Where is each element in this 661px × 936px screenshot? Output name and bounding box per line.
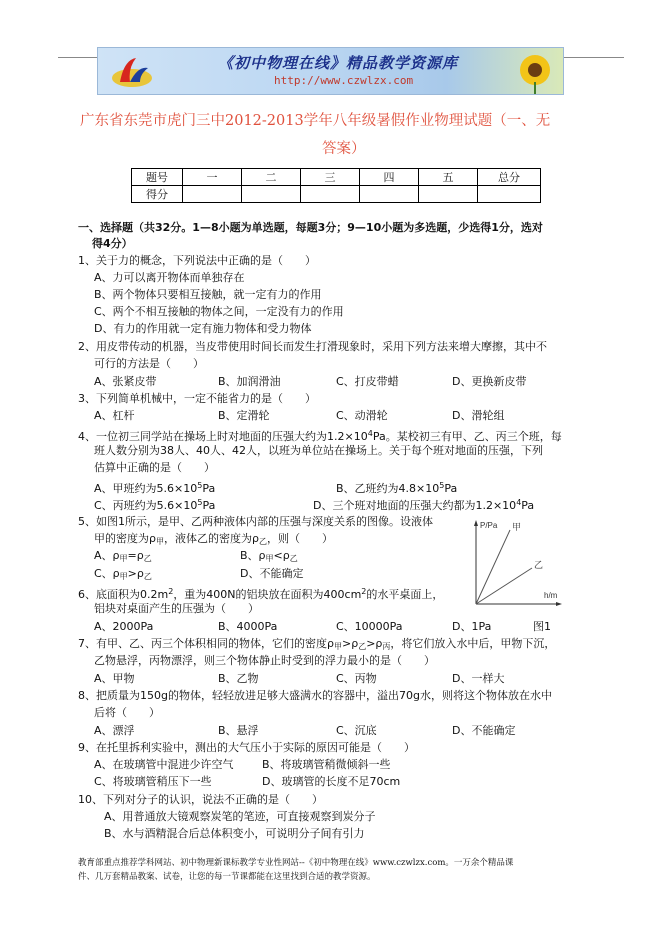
option-sub: 甲 (119, 554, 128, 563)
question-9-option-d: D、玻璃管的长度不足70cm (262, 775, 401, 788)
exam-title-line1: 广东省东莞市虎门三中2012-2013学年八年级暑假作业物理试题（一、无 (80, 113, 551, 129)
question-2-stem-line2: 可行的方法是（ ） (94, 357, 204, 370)
question-7-option-d: D、一样大 (452, 672, 505, 685)
score-cell[interactable] (478, 186, 541, 203)
option-unit: Pa (444, 482, 458, 495)
option-sub: 乙 (143, 554, 152, 563)
question-9-stem: 9、在托里拆利实验中，测出的大气压小于实际的原因可能是（ ） (78, 741, 415, 754)
site-logo-icon (110, 54, 154, 90)
question-1-stem: 1、关于力的概念，下列说法中正确的是（ ） (78, 254, 316, 267)
question-10-stem: 10、下列对分子的认识，说法不正确的是（ ） (78, 793, 323, 806)
question-2-option-c: C、打皮带蜡 (336, 375, 399, 388)
question-6-option-a: A、2000Pa (94, 620, 154, 633)
banner-url[interactable]: http://www.czwlzx.com (274, 74, 414, 87)
option-sub: 乙 (143, 572, 152, 581)
q5-text: ，则（ ） (266, 532, 333, 545)
option-sub: 甲 (119, 572, 128, 581)
exam-title-line2: 答案） (322, 141, 366, 157)
question-2-stem-line1: 2、用皮带传动的机器，当皮带使用时间长而发生打滑现象时，采用下列方法来增大摩擦，其中不 (78, 340, 547, 353)
q7-sub: 甲 (333, 642, 342, 651)
option-exponent: 5 (197, 498, 203, 507)
score-cell[interactable] (183, 186, 242, 203)
option-text: C、ρ (94, 567, 120, 580)
q6-text: ，重为400N的铝块放在面积为400cm (173, 588, 362, 601)
question-3-option-b: B、定滑轮 (218, 409, 270, 422)
sunflower-icon (505, 50, 559, 94)
line-jia-label: 甲 (512, 523, 522, 533)
option-text: A、甲班约为5.6×10 (94, 482, 198, 495)
question-8-option-b: B、悬浮 (218, 724, 259, 737)
score-header-cell: 四 (360, 169, 419, 186)
question-5-stem-line2 (94, 532, 333, 549)
question-6-option-b: B、4000Pa (218, 620, 278, 633)
option-sub: 甲 (265, 554, 274, 563)
y-axis-label: P/Pa (480, 521, 498, 530)
question-6-option-c: C、10000Pa (336, 620, 403, 633)
question-1-option-d: D、有力的作用就一定有施力物体和受力物体 (94, 322, 312, 335)
site-banner[interactable] (97, 47, 564, 95)
score-cell[interactable] (242, 186, 301, 203)
q7-sub: 丙 (382, 642, 391, 651)
score-cell[interactable] (419, 186, 478, 203)
score-header-cell: 题号 (132, 169, 183, 186)
score-cell[interactable] (360, 186, 419, 203)
question-1-option-c: C、两个不相互接触的物体之间，一定没有力的作用 (94, 305, 344, 318)
question-5-option-b (240, 549, 298, 566)
question-6-stem-line1 (78, 585, 443, 602)
figure-1-graph (470, 518, 570, 618)
question-3-option-c: C、动滑轮 (336, 409, 388, 422)
question-7-option-c: C、丙物 (336, 672, 377, 685)
score-cell[interactable] (301, 186, 360, 203)
q7-text: >ρ (366, 637, 383, 650)
question-7-option-b: B、乙物 (218, 672, 259, 685)
option-sub: 乙 (289, 554, 298, 563)
option-exponent: 4 (516, 498, 522, 507)
question-4-option-d (313, 496, 534, 513)
footer-line2: 件、几万套精品教案、试卷，让您的每一节课都能在这里找到合适的教学资源。 (78, 872, 376, 882)
question-8-stem-line2: 后将（ ） (94, 706, 160, 719)
q7-text: 7、有甲、乙、丙三个体积相同的物体，它们的密度ρ (78, 637, 334, 650)
option-unit: Pa (521, 499, 535, 512)
question-9-option-a: A、在玻璃管中混进少许空气 (94, 758, 234, 771)
option-text: =ρ (127, 549, 144, 562)
q5-text: 甲的密度为ρ (94, 532, 156, 545)
q4-stem-tail: Pa。某校初三有甲、乙、丙三个班，每 (372, 430, 562, 443)
question-9-option-b: B、将玻璃管稍微倾斜一些 (262, 758, 391, 771)
x-axis-arrow-icon (556, 602, 562, 606)
question-7-stem-line1 (78, 637, 555, 654)
y-axis-arrow-icon (474, 520, 478, 526)
q6-text: 6、底面积为0.2m (78, 588, 169, 601)
score-row-label: 得分 (132, 186, 183, 203)
q6-text: 的水平桌面上， (366, 588, 444, 601)
question-9-option-c: C、将玻璃管稍压下一些 (94, 775, 212, 788)
question-5-option-d: D、不能确定 (240, 567, 304, 580)
question-10-option-a: A、用普通放大镜观察炭笔的笔迹，可直接观察到炭分子 (104, 810, 376, 823)
x-axis-label: h/m (544, 591, 558, 600)
q7-sub: 乙 (358, 642, 367, 651)
score-table-header-row (132, 169, 541, 186)
question-2-option-b: B、加润滑油 (218, 375, 281, 388)
option-text: D、三个班对地面的压强大约都为1.2×10 (313, 499, 517, 512)
option-text: B、ρ (240, 549, 266, 562)
option-unit: Pa (202, 499, 216, 512)
q6-exponent: 2 (168, 587, 174, 596)
option-unit: Pa (202, 482, 216, 495)
question-3-option-a: A、杠杆 (94, 409, 135, 422)
question-4-stem-line3: 估算中正确的是（ ） (94, 461, 215, 474)
q5-sub-yi: 乙 (258, 537, 267, 546)
option-exponent: 5 (197, 481, 203, 490)
question-1-option-a: A、力可以离开物体而单独存在 (94, 271, 245, 284)
page-footer (78, 856, 598, 884)
score-header-cell: 二 (242, 169, 301, 186)
question-8-stem-line1: 8、把质量为150g的物体，轻轻放进足够大盛满水的容器中，溢出70g水，则将这个物体放在水中 (78, 689, 552, 702)
score-header-cell: 五 (419, 169, 478, 186)
question-2-option-d: D、更换新皮带 (452, 375, 527, 388)
question-4-stem-line2: 班人数分别为38人、40人、42人，以班为单位站在操场上。关于每个班对地面的压强，下列 (94, 444, 543, 457)
question-1-option-b: B、两个物体只要相互接触，就一定有力的作用 (94, 288, 322, 301)
question-4-stem-line1 (78, 427, 562, 444)
option-text: A、ρ (94, 549, 120, 562)
question-2-option-a: A、张紧皮带 (94, 375, 157, 388)
q7-text: >ρ (341, 637, 359, 650)
figure-1-caption: 图1 (533, 620, 551, 633)
question-4-option-c (94, 496, 215, 513)
question-8-option-a: A、漂浮 (94, 724, 135, 737)
score-header-cell: 总分 (478, 169, 541, 186)
question-3-stem: 3、下列简单机械中，一定不能省力的是（ ） (78, 392, 316, 405)
score-table (131, 168, 541, 203)
q6-exponent: 2 (361, 587, 367, 596)
question-10-option-b: B、水与酒精混合后总体积变小，可说明分子间有引力 (104, 827, 365, 840)
q7-text: ，将它们放入水中后，甲物下沉， (390, 637, 556, 650)
question-8-option-c: C、沉底 (336, 724, 377, 737)
option-text: C、丙班约为5.6×10 (94, 499, 198, 512)
option-exponent: 5 (439, 481, 445, 490)
question-5-option-c (94, 567, 152, 584)
question-3-option-d: D、滑轮组 (452, 409, 505, 422)
q4-stem-exponent: 4 (367, 429, 373, 438)
question-6-stem-line2: 铝块对桌面产生的压强为（ ） (94, 602, 259, 615)
option-text: B、乙班约为4.8×10 (336, 482, 440, 495)
q5-text: ，液体乙的密度为ρ (163, 532, 259, 545)
q5-sub-jia: 甲 (155, 537, 164, 546)
question-4-option-a (94, 479, 215, 496)
score-header-cell: 三 (301, 169, 360, 186)
score-header-cell: 一 (183, 169, 242, 186)
option-text: >ρ (127, 567, 144, 580)
question-5-option-a (94, 549, 152, 566)
question-7-option-a: A、甲物 (94, 672, 135, 685)
line-yi-label: 乙 (534, 561, 544, 571)
q4-stem-text: 4、一位初三同学站在操场上时对地面的压强大约为1.2×10 (78, 430, 368, 443)
question-4-option-b (336, 479, 457, 496)
question-8-option-d: D、不能确定 (452, 724, 516, 737)
banner-title: 《初中物理在线》精品教学资源库 (218, 54, 459, 72)
section-heading-line1: 一、选择题（共32分。1—8小题为单选题，每题3分；9—10小题为多选题，少选得1分，选对 (78, 221, 543, 234)
section-heading-line2: 得4分） (92, 237, 133, 250)
question-6-option-d: D、1Pa (452, 620, 492, 633)
score-table-score-row (132, 186, 541, 203)
question-7-stem-line2: 乙物悬浮，丙物漂浮，则三个物体静止时受到的浮力最小的是（ ） (94, 654, 435, 667)
question-5-stem-line1: 5、如图1所示，是甲、乙两种液体内部的压强与深度关系的图像。设液体 (78, 515, 433, 528)
option-text: <ρ (273, 549, 290, 562)
footer-line1: 教育部重点推荐学科网站、初中物理新课标教学专业性网站--《初中物理在线》www.czwlzx.com。一万余个精品课 (78, 858, 514, 868)
